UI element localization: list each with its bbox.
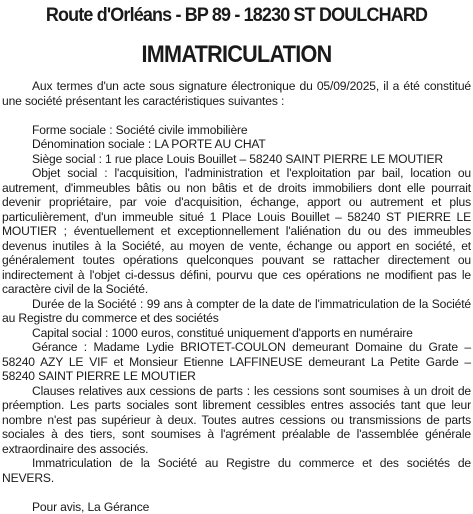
spacer [2,108,471,123]
spacer [2,485,471,500]
siege-line: Siège social : 1 rue place Louis Bouillet – 58240 SAINT PIERRE LE MOUTIER [2,152,471,167]
notice-title: IMMATRICULATION [25,41,447,69]
capital-paragraph: Capital social : 1000 euros, constitué uniquement d'apports en numéraire [2,326,471,341]
duree-paragraph: Durée de la Société : 99 ans à compter de la date de l'immatriculation de la Société au Registre du commerce et des sociétés [2,297,471,326]
signature-line: Pour avis, La Gérance [2,500,471,514]
header-address: Route d'Orléans - BP 89 - 18230 ST DOULCHARD [21,4,452,26]
clauses-paragraph: Clauses relatives aux cessions de parts : les cessions sont soumises à un droit de préemption. Les parts sociales sont librement cessibles entres associés tant que leur nombre n'est pas supérieur à deux. Toutes autres cessions ou transmissions de parts sociales à des tiers, sont soumises à l'agrément préalable de l'assemblée générale extraordinaire des associés. [2,384,471,457]
gerance-paragraph: Gérance : Madame Lydie BRIOTET-COULON demeurant Domaine du Grate – 58240 AZY LE VIF et Monsieur Etienne LAFFINEUSE demeurant La Petite Garde – 58240 SAINT PIERRE LE MOUTIER [2,340,471,384]
immatriculation-paragraph: Immatriculation de la Société au Registre du commerce et des sociétés de NEVERS. [2,456,471,485]
intro-paragraph: Aux termes d'un acte sous signature électronique du 05/09/2025, il a été constitué une société présentant les caractéristiques suivantes : [2,79,471,108]
forme-sociale-line: Forme sociale : Société civile immobilière [2,123,471,138]
denomination-line: Dénomination sociale : LA PORTE AU CHAT [2,137,471,152]
notice-body [2,79,471,514]
objet-paragraph: Objet social : l'acquisition, l'administration et l'exploitation par bail, location ou autrement, d'immeubles bâtis ou non bâtis et de droits immobiliers dont elle pourrait devenir propriétaire, par voie d'acquisition, échange, apport ou autrement et plus particulièrement, d'un immeuble situé 1 Place Louis Bouillet – 58240 ST PIERRE LE MOUTIER ; éventuellement et exceptionnellement l'aliénation du ou des immeubles devenus inutiles à la Société, au moyen de vente, échange ou apport en société, et généralement toutes opérations quelconques pouvant se rattacher directement ou indirectement à l'objet ci-dessus défini, pourvu que ces opérations ne modifient pas le caractère civil de la Société. [2,166,471,297]
